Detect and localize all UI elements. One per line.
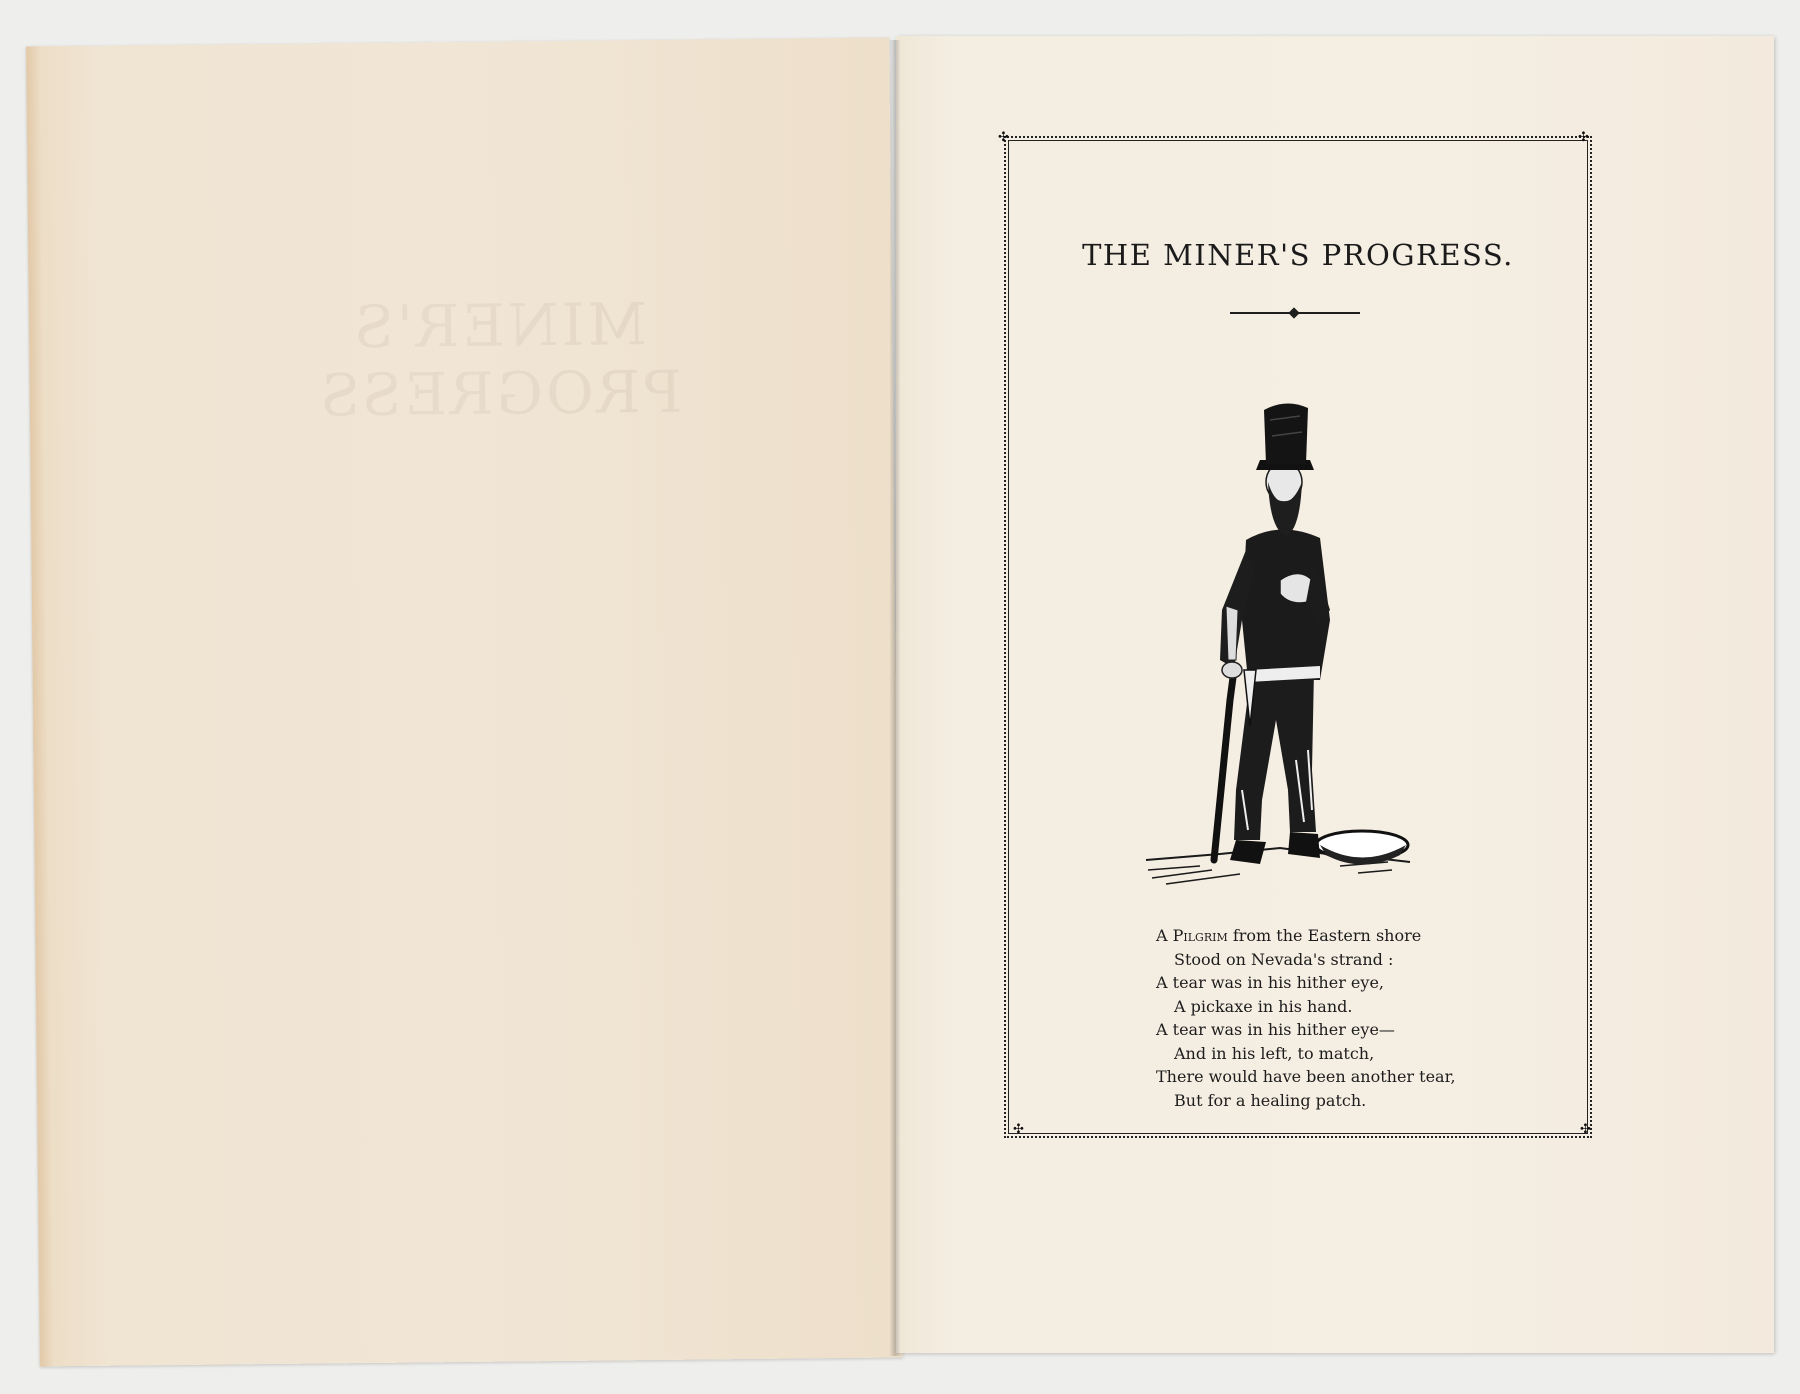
poem-verse	[1156, 924, 1456, 1112]
miner-engraving	[1130, 370, 1450, 910]
verse-line: A Pilgrim from the Eastern shore	[1156, 926, 1422, 945]
verse-line: A tear was in his hither eye,	[1156, 973, 1384, 992]
verse-line: There would have been another tear,	[1156, 1067, 1456, 1086]
corner-ornament-icon: ✣	[1578, 130, 1589, 145]
book-spine	[890, 40, 900, 1356]
corner-ornament-icon: ✣	[1580, 1122, 1591, 1137]
verse-line: And in his left, to match,	[1174, 1043, 1375, 1063]
verse-line: Stood on Nevada's strand :	[1174, 949, 1394, 969]
pickaxe-handle	[1214, 670, 1234, 860]
verse-line: A tear was in his hither eye—	[1156, 1020, 1395, 1039]
corner-ornament-icon: ✣	[998, 130, 1009, 145]
verse-line: But for a healing patch.	[1174, 1090, 1367, 1110]
corner-ornament-icon: ✣	[1013, 1122, 1024, 1137]
page-title: THE MINER'S PROGRESS.	[1082, 238, 1514, 272]
bleed-through-title: MINER'S PROGRESS	[316, 290, 683, 430]
verse-first-word: Pilgrim	[1172, 926, 1228, 945]
verse-line: A pickaxe in his hand.	[1174, 996, 1353, 1016]
left-page	[26, 38, 903, 1367]
